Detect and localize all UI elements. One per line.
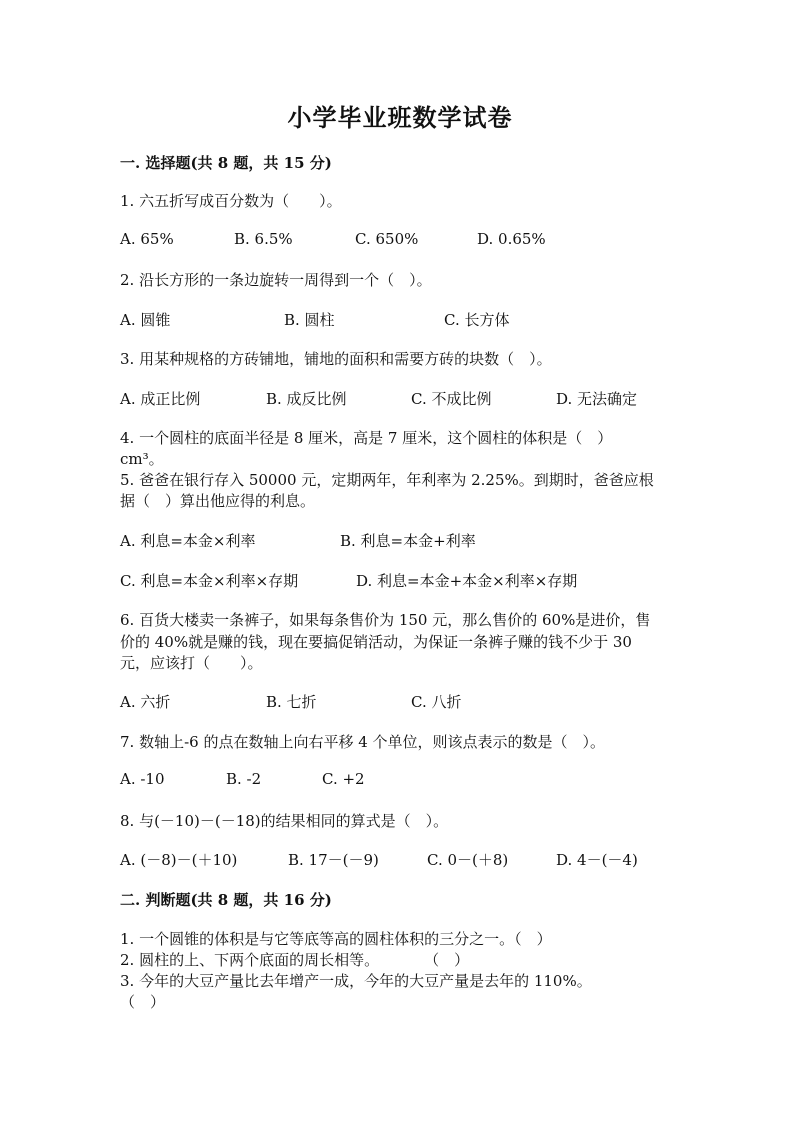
q2-option-c: C. 长方体 — [444, 311, 510, 329]
judgement-3-line-1: 3. 今年的大豆产量比去年增产一成，今年的大豆产量是去年的 110%。 — [120, 972, 592, 990]
question-5-line-1: 5. 爸爸在银行存入 50000 元，定期两年，年利率为 2.25%。到期时，爸爸应根 — [120, 471, 654, 489]
question-6-line-3: 元，应该打（ ）。 — [120, 654, 263, 672]
q3-option-b: B. 成反比例 — [266, 390, 347, 408]
question-7: 7. 数轴上-6 的点在数轴上向右平移 4 个单位，则该点表示的数是（ ）。 — [120, 733, 606, 751]
q3-option-d: D. 无法确定 — [556, 390, 638, 408]
q1-option-c: C. 650% — [355, 230, 419, 248]
q6-option-a: A. 六折 — [120, 693, 171, 711]
q8-option-a: A. (－8)－(＋10) — [120, 851, 238, 869]
section-heading-choice: 一. 选择题(共 8 题，共 15 分) — [120, 154, 332, 172]
q6-option-b: B. 七折 — [266, 693, 317, 711]
q1-option-b: B. 6.5% — [234, 230, 293, 248]
q2-option-b: B. 圆柱 — [284, 311, 335, 329]
q8-option-c: C. 0－(＋8) — [427, 851, 509, 869]
judgement-3-line-2: （ ） — [120, 993, 166, 1011]
q5-option-c: C. 利息=本金×利率×存期 — [120, 572, 299, 590]
q6-option-c: C. 八折 — [411, 693, 462, 711]
section-heading-judgement: 二. 判断题(共 8 题，共 16 分) — [120, 891, 332, 909]
q1-option-d: D. 0.65% — [477, 230, 546, 248]
question-8: 8. 与(－10)－(－18)的结果相同的算式是（ ）。 — [120, 812, 449, 830]
question-3: 3. 用某种规格的方砖铺地，铺地的面积和需要方砖的块数（ ）。 — [120, 350, 552, 368]
question-6-line-1: 6. 百货大楼卖一条裤子，如果每条售价为 150 元，那么售价的 60%是进价，售 — [120, 611, 651, 629]
q7-option-b: B. -2 — [226, 770, 262, 788]
q7-option-c: C. +2 — [322, 770, 365, 788]
q5-option-b: B. 利息=本金+利率 — [340, 532, 476, 550]
judgement-1: 1. 一个圆锥的体积是与它等底等高的圆柱体积的三分之一。（ ） — [120, 930, 552, 948]
question-4-line-1: 4. 一个圆柱的底面半径是 8 厘米，高是 7 厘米，这个圆柱的体积是（ ） — [120, 429, 613, 447]
q3-option-a: A. 成正比例 — [120, 390, 201, 408]
page-title: 小学毕业班数学试卷 — [287, 103, 513, 132]
question-1: 1. 六五折写成百分数为（ ）。 — [120, 192, 342, 210]
q7-option-a: A. -10 — [120, 770, 165, 788]
q1-option-a: A. 65% — [120, 230, 174, 248]
q3-option-c: C. 不成比例 — [411, 390, 492, 408]
question-4-line-2: cm³。 — [120, 450, 164, 468]
q8-option-d: D. 4－(－4) — [556, 851, 638, 869]
q8-option-b: B. 17－(－9) — [288, 851, 379, 869]
q5-option-d: D. 利息=本金+本金×利率×存期 — [356, 572, 578, 590]
question-2: 2. 沿长方形的一条边旋转一周得到一个（ ）。 — [120, 271, 432, 289]
judgement-2: 2. 圆柱的上、下两个底面的周长相等。 （ ） — [120, 951, 470, 969]
q2-option-a: A. 圆锥 — [120, 311, 171, 329]
q5-option-a: A. 利息=本金×利率 — [120, 532, 256, 550]
question-6-line-2: 价的 40%就是赚的钱，现在要搞促销活动，为保证一条裤子赚的钱不少于 30 — [120, 633, 632, 651]
question-5-line-2: 据（ ）算出他应得的利息。 — [120, 492, 316, 510]
